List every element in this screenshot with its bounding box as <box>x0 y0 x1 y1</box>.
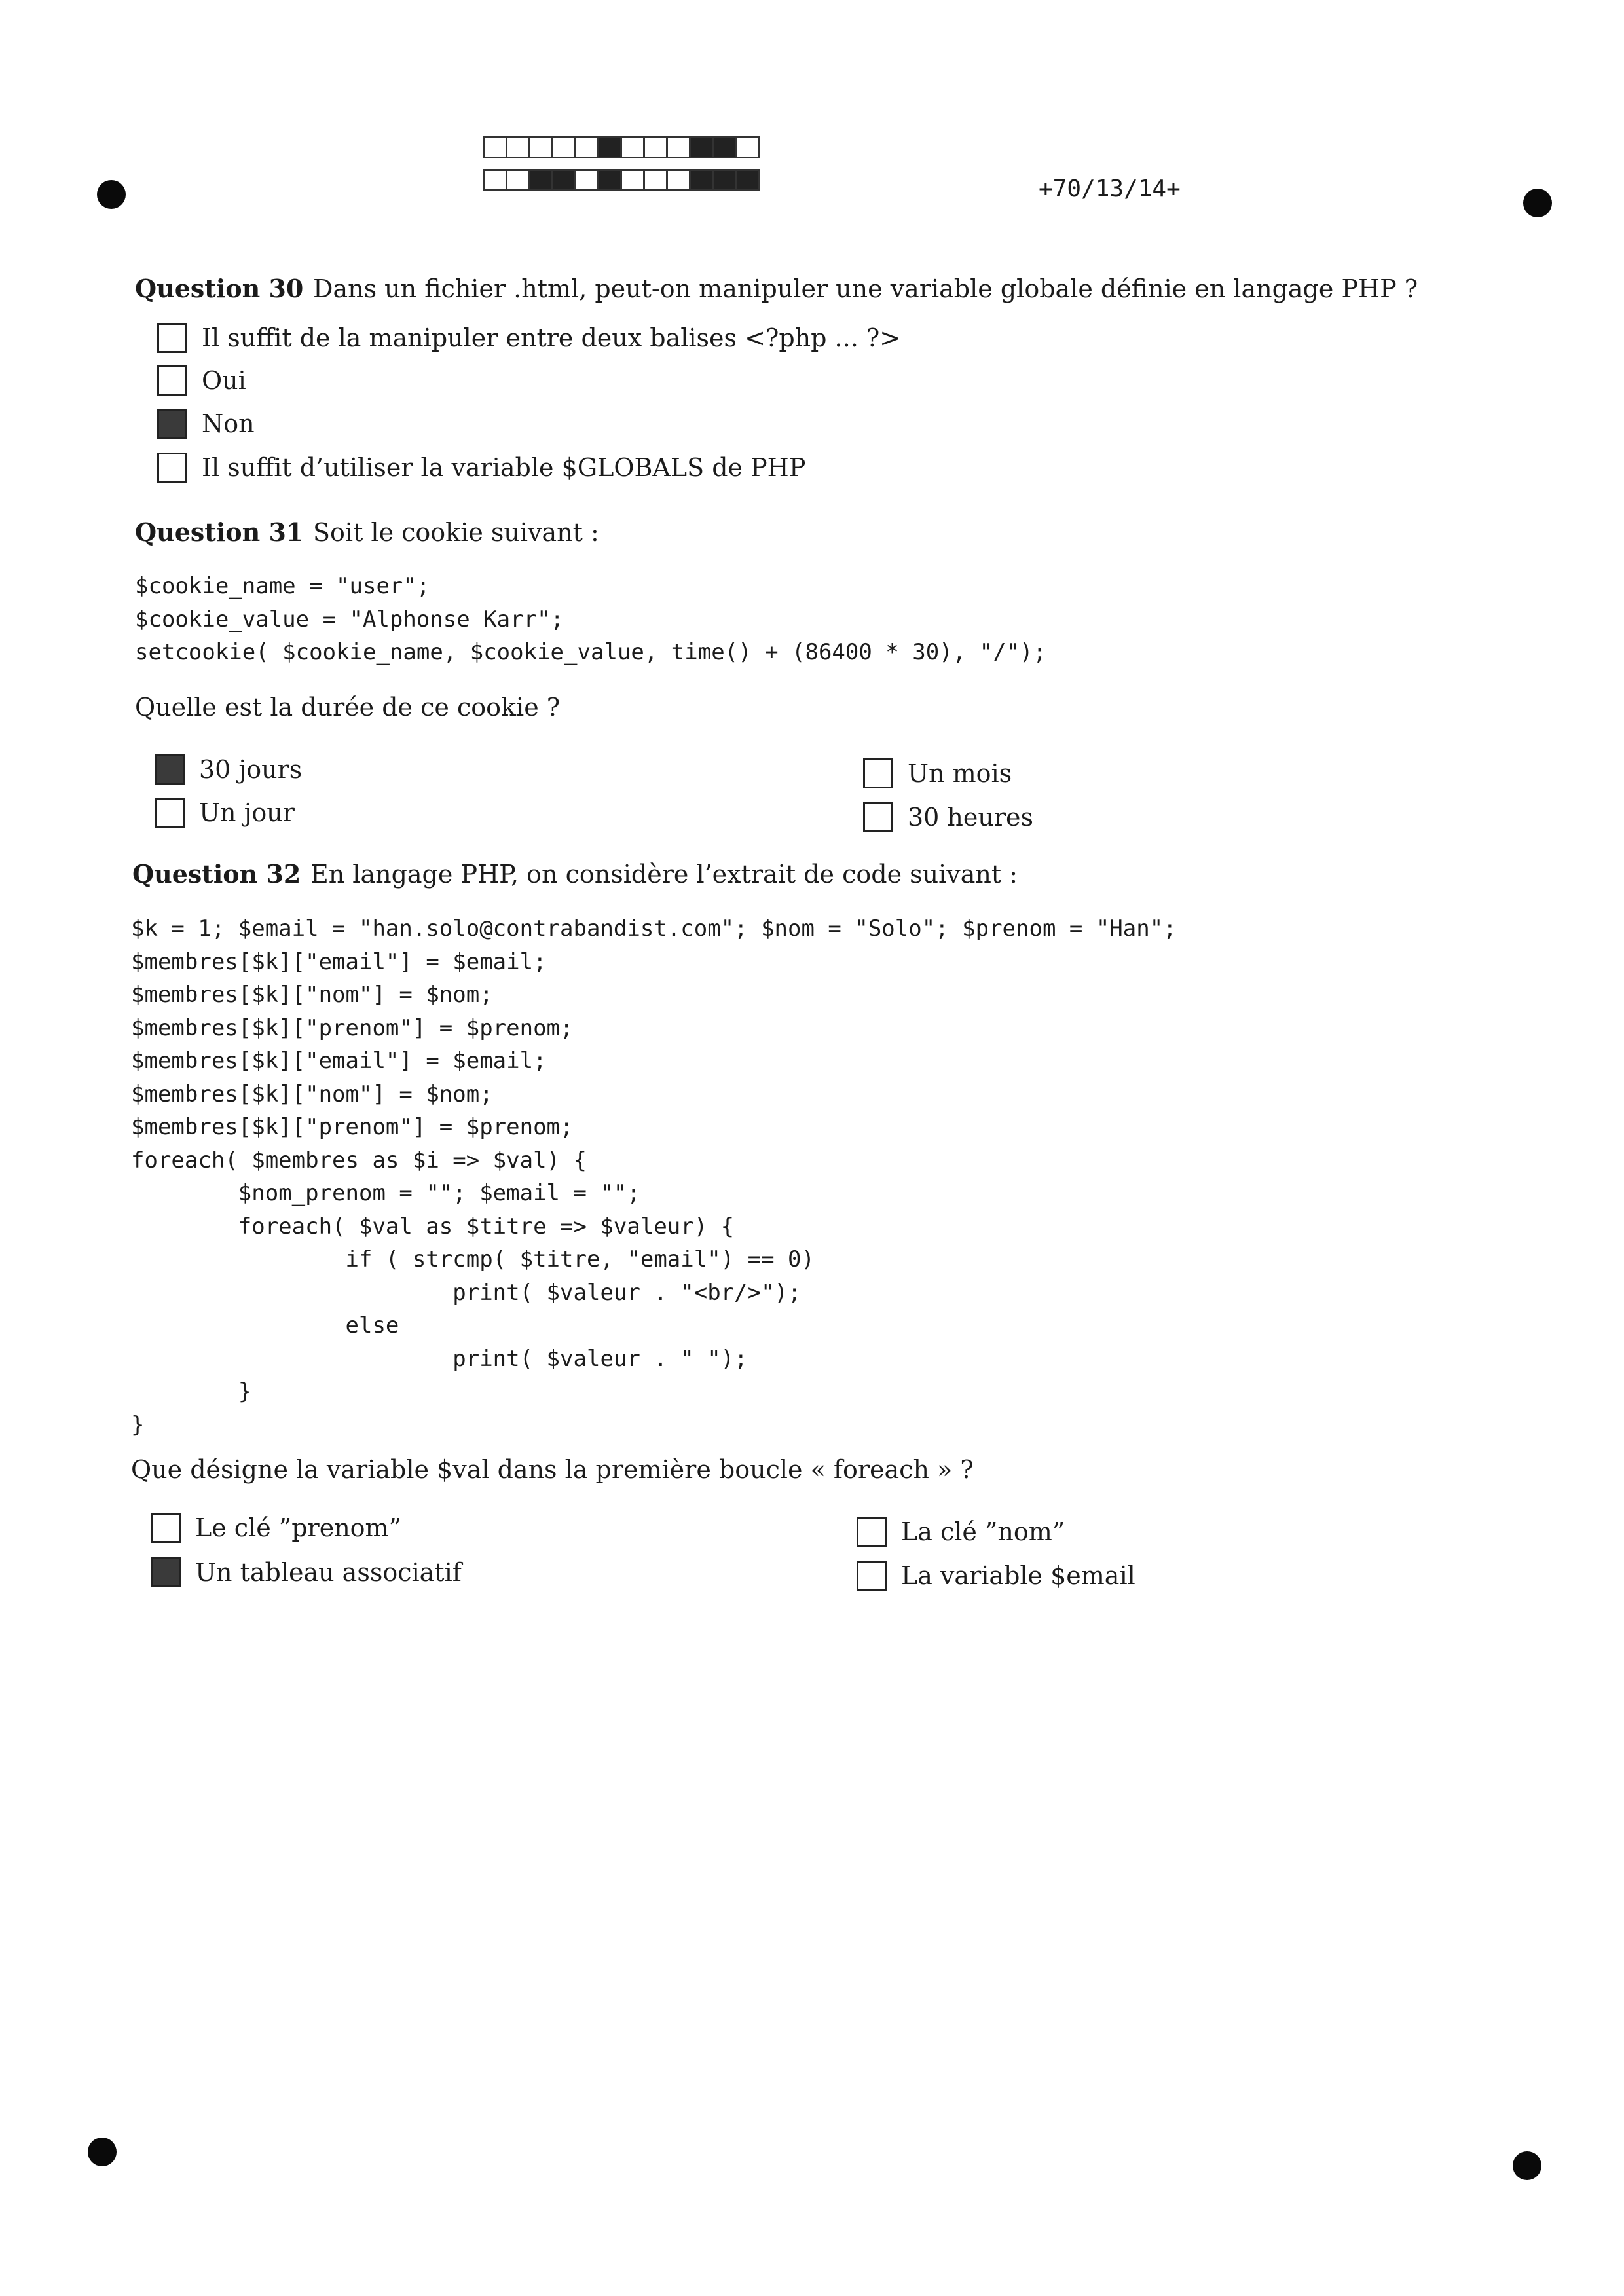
barcode-cell <box>689 136 714 158</box>
checkbox[interactable] <box>155 754 185 785</box>
q31-option-4[interactable] <box>863 802 1033 832</box>
barcode-cell <box>483 169 507 191</box>
q32-prompt: Que désigne la variable $val dans la première boucle « foreach » ? <box>131 1455 974 1484</box>
corner-mark-bottom-left <box>88 2138 117 2166</box>
barcode-cell <box>689 169 714 191</box>
question-31-header <box>135 517 599 547</box>
checkbox[interactable] <box>157 453 187 483</box>
question-number: Question 31 <box>135 517 304 547</box>
q30-option-2[interactable] <box>157 365 246 396</box>
q31-code-block: $cookie_name = "user"; $cookie_value = "Alphonse Karr"; setcookie( $cookie_name, $cookie_value, time() + (86400 * 30), "/"); <box>135 573 1046 665</box>
barcode-cell <box>597 169 622 191</box>
barcode-cell <box>528 169 553 191</box>
q31-option-2[interactable] <box>155 798 295 828</box>
question-32-header <box>132 859 1018 889</box>
barcode-row-2 <box>485 169 760 191</box>
question-number: Question 30 <box>135 274 304 303</box>
barcode-cell <box>620 136 645 158</box>
barcode-cell <box>506 169 530 191</box>
barcode-cell <box>574 136 599 158</box>
q32-option-2[interactable] <box>151 1557 462 1587</box>
checkbox[interactable] <box>857 1517 887 1547</box>
barcode-cell <box>712 136 737 158</box>
question-text: Dans un fichier .html, peut-on manipuler une variable globale définie en langage PHP ? <box>313 274 1418 303</box>
option-label: 30 heures <box>908 803 1034 832</box>
checkbox[interactable] <box>157 323 187 353</box>
q30-option-4[interactable] <box>157 453 805 483</box>
barcode-cell <box>666 169 691 191</box>
option-label: Oui <box>202 366 246 395</box>
barcode-cell <box>666 136 691 158</box>
corner-mark-top-left <box>97 180 126 209</box>
option-label: La variable $email <box>901 1561 1135 1590</box>
q32-option-4[interactable] <box>857 1561 1135 1591</box>
barcode-cell <box>597 136 622 158</box>
option-label: Un tableau associatif <box>195 1558 462 1587</box>
barcode-cell <box>551 136 576 158</box>
barcode-cell <box>551 169 576 191</box>
barcode-cell <box>735 136 760 158</box>
barcode-row-1 <box>485 136 760 158</box>
checkbox[interactable] <box>157 365 187 396</box>
q31-prompt: Quelle est la durée de ce cookie ? <box>135 693 561 722</box>
barcode-cell <box>712 169 737 191</box>
option-label: Il suffit de la manipuler entre deux balises <?php ... ?> <box>202 324 901 352</box>
q30-option-3[interactable] <box>157 409 255 439</box>
checkbox[interactable] <box>151 1557 181 1587</box>
page-id: +70/13/14+ <box>1039 176 1181 202</box>
option-label: Un mois <box>908 759 1012 788</box>
corner-mark-top-right <box>1523 189 1552 217</box>
checkbox[interactable] <box>863 802 893 832</box>
q30-option-1[interactable] <box>157 323 900 353</box>
checkbox[interactable] <box>157 409 187 439</box>
q31-option-3[interactable] <box>863 758 1012 788</box>
checkbox[interactable] <box>155 798 185 828</box>
checkbox[interactable] <box>151 1513 181 1543</box>
barcode-cell <box>643 169 668 191</box>
barcode-cell <box>506 136 530 158</box>
option-label: La clé ”nom” <box>901 1517 1065 1546</box>
barcode-cell <box>735 169 760 191</box>
option-label: Il suffit d’utiliser la variable $GLOBALS de PHP <box>202 453 806 482</box>
barcode-cell <box>528 136 553 158</box>
question-30-header <box>135 274 1418 303</box>
barcode-cell <box>620 169 645 191</box>
checkbox[interactable] <box>863 758 893 788</box>
question-text: En langage PHP, on considère l’extrait de code suivant : <box>310 860 1018 889</box>
q31-option-1[interactable] <box>155 754 302 785</box>
option-label: Non <box>202 409 255 438</box>
option-label: Un jour <box>199 798 295 827</box>
option-label: 30 jours <box>199 755 303 784</box>
barcode-cell <box>643 136 668 158</box>
q32-option-1[interactable] <box>151 1513 401 1543</box>
question-number: Question 32 <box>132 859 301 889</box>
q32-option-3[interactable] <box>857 1517 1065 1547</box>
barcode-cell <box>574 169 599 191</box>
q32-code-block: $k = 1; $email = "han.solo@contrabandist.com"; $nom = "Solo"; $prenom = "Han"; $membres[$k]["email"] = $email; $membres[$k]["nom"] = $nom; $membres[$k]["prenom"] = $prenom; $membres[$k]["email"] = $email; $membres[$k]["nom"] = $nom; $membres[$k]["prenom"] = $prenom; foreach( $membres as $i => $val) { $nom_prenom = ""; $email = ""; foreach( $val as $titre => $valeur) { if ( strcmp( $titre, "email") == 0) print( $valeur . "<br/>"); else print( $valeur . " "); } } <box>131 916 1177 1438</box>
question-text: Soit le cookie suivant : <box>313 518 599 547</box>
checkbox[interactable] <box>857 1561 887 1591</box>
barcode-cell <box>483 136 507 158</box>
option-label: Le clé ”prenom” <box>195 1513 402 1542</box>
corner-mark-bottom-right <box>1513 2151 1541 2180</box>
